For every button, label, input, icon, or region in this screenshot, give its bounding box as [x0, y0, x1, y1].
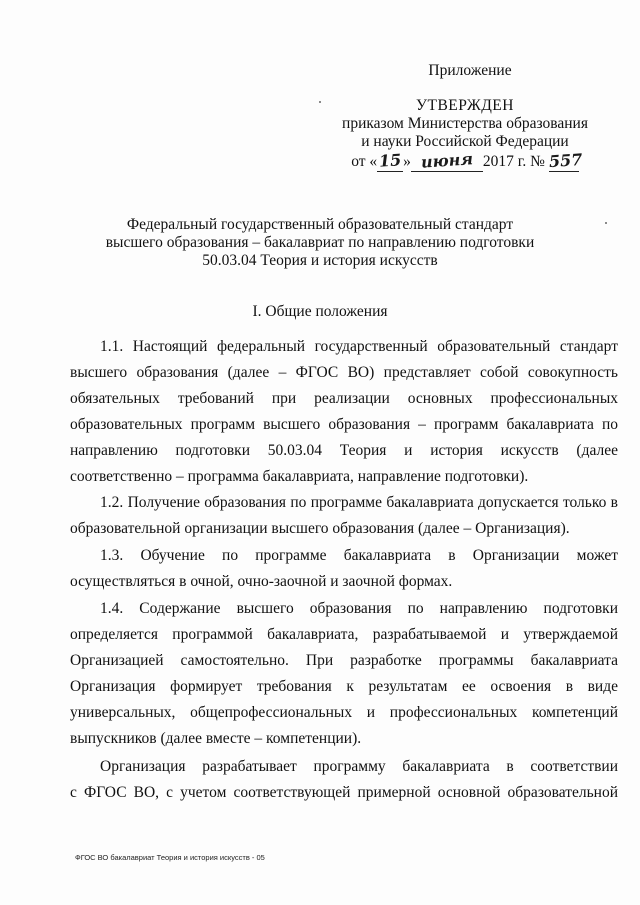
paragraph-1-1-line-5: направлению подготовки 50.03.04 Теория и история искусств (далее: [70, 442, 618, 459]
date-day-handwritten: 15: [378, 150, 402, 171]
order-number-handwritten: 557: [548, 149, 583, 172]
paragraph-1-5-line-2: с ФГОС ВО, с учетом соответствующей примерной основной образовательной: [70, 784, 618, 801]
paragraph-1-1-line-3: обязательных требований при реализации основных профессиональных: [70, 390, 618, 407]
paragraph-1-2-line-1: 1.2. Получение образования по программе бакалавриата допускается только в: [100, 494, 618, 511]
standard-title-line-2: высшего образования – бакалавриат по направлению подготовки: [105, 234, 535, 251]
paragraph-1-1-line-2: высшего образования (далее – ФГОС ВО) представляет собой совокупность: [70, 364, 618, 381]
scan-speck: [319, 101, 321, 103]
page-footer: ФГОС ВО бакалавриат Теория и история искусств - 05: [75, 853, 265, 862]
order-line: приказом Министерства образования: [342, 115, 588, 132]
ministry-line: и науки Российской Федерации: [361, 133, 569, 150]
order-number-field: [548, 149, 583, 172]
date-month-handwritten: июня: [420, 149, 474, 172]
date-month-field: [411, 149, 483, 172]
paragraph-1-3-line-2: осуществляться в очной, очно-заочной и заочной формах.: [70, 573, 453, 590]
paragraph-1-1-line-1: 1.1. Настоящий федеральный государственный образовательный стандарт: [100, 338, 618, 355]
date-day-field: [377, 152, 403, 172]
paragraph-1-5-line-1: Организация разрабатывает программу бакалавриата в соответствии: [100, 758, 618, 775]
paragraph-1-4-line-1: 1.4. Содержание высшего образования по направлению подготовки: [100, 600, 618, 617]
section-heading: I. Общие положения: [252, 303, 388, 320]
paragraph-1-4-line-4: Организация формирует требования к результатам ее освоения в виде: [70, 678, 618, 695]
paragraph-1-3-line-1: 1.3. Обучение по программе бакалавриата в Организации может: [100, 547, 618, 564]
scan-speck: [605, 222, 607, 224]
paragraph-1-4-line-6: выпускников (далее вместе – компетенции).: [70, 730, 362, 747]
paragraph-1-4-line-3: Организацией самостоятельно. При разработке программы бакалавриата: [70, 652, 618, 669]
paragraph-1-1-line-6: соответственно – программа бакалавриата, направление подготовки).: [70, 468, 529, 485]
date-mid: »: [403, 153, 411, 170]
appendix-label: Приложение: [428, 62, 512, 79]
paragraph-1-4-line-5: универсальных, общепрофессиональных и профессиональных компетенций: [70, 704, 618, 721]
standard-title-line-1: Федеральный государственный образовательный стандарт: [126, 216, 514, 233]
date-prefix: от «: [351, 153, 378, 170]
date-year: 2017 г. №: [482, 153, 545, 170]
paragraph-1-4-line-2: определяется программой бакалавриата, разрабатываемой и утверждаемой: [70, 626, 618, 643]
approval-date: [330, 149, 600, 172]
approved-label: УТВЕРЖДЕН: [416, 97, 514, 114]
paragraph-1-1-line-4: образовательных программ высшего образования – программ бакалавриата по: [70, 416, 618, 433]
standard-title-line-3: 50.03.04 Теория и история искусств: [202, 252, 438, 269]
paragraph-1-2-line-2: образовательной организации высшего образования (далее – Организация).: [70, 520, 570, 537]
